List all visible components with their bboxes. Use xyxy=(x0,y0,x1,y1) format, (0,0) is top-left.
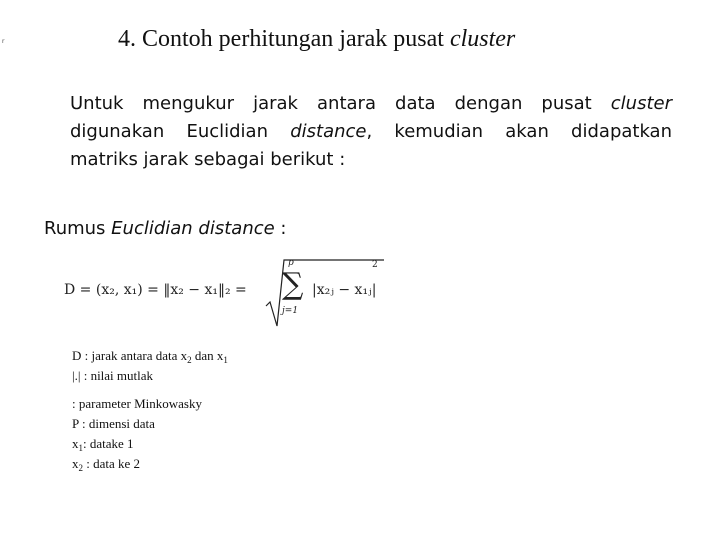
paragraph-line-2-a: digunakan Euclidian xyxy=(70,121,291,142)
paragraph-line-1-italic: cluster xyxy=(610,93,672,114)
legend-d-sub1: 2 xyxy=(187,355,192,365)
paragraph-line-2-b: , kemudian akan didapatkan xyxy=(366,121,672,142)
formula-lhs: D = (x₂, x₁) = ‖x₂ − x₁‖₂ = xyxy=(64,282,247,298)
formula-heading-suffix: : xyxy=(274,218,287,239)
legend-d-mid: dan x xyxy=(191,348,224,363)
formula-abs-term: |x₂ⱼ − x₁ⱼ| xyxy=(312,282,377,298)
sum-upper-limit: p xyxy=(288,258,294,268)
legend-d-prefix: D : jarak antara data x xyxy=(72,348,188,363)
paragraph-line-2-italic: distance xyxy=(290,121,367,142)
formula-heading xyxy=(44,218,287,239)
formula-exponent: 2 xyxy=(372,260,378,270)
sum-lower-limit: j=1 xyxy=(282,306,299,316)
legend-p: P : dimensi data xyxy=(72,416,155,431)
formula-heading-prefix: Rumus xyxy=(44,218,112,239)
legend-x2 xyxy=(72,456,140,473)
paragraph-line-2 xyxy=(70,118,672,146)
legend-d xyxy=(72,348,228,365)
legend-x1 xyxy=(72,436,134,453)
slide-title-italic: cluster xyxy=(449,26,516,52)
legend-x2-prefix: x xyxy=(72,456,79,471)
legend-x1-prefix: x xyxy=(72,436,79,451)
paragraph-line-1 xyxy=(70,90,672,118)
corner-mark: r xyxy=(2,38,5,45)
legend-x1-sub: 1 xyxy=(78,443,83,453)
legend-d-sub2: 1 xyxy=(223,355,228,365)
formula-sqrt xyxy=(264,256,394,328)
legend-x2-sub: 2 xyxy=(78,463,83,473)
slide-title xyxy=(118,26,638,53)
paragraph-line-3: matriks jarak sebagai berikut : xyxy=(70,149,346,170)
legend-abs: |.| : nilai mutlak xyxy=(72,368,154,383)
legend-x1-suffix: : datake 1 xyxy=(83,436,134,451)
sum-sigma-icon: ∑ xyxy=(282,267,304,302)
slide-title-text: 4. Contoh perhitungan jarak pusat xyxy=(118,26,450,52)
formula-heading-italic: Euclidian distance xyxy=(111,218,275,239)
legend-x2-suffix: : data ke 2 xyxy=(83,456,141,471)
intro-paragraph xyxy=(70,90,672,174)
euclidean-formula xyxy=(64,254,394,334)
legend-minkowski: : parameter Minkowasky xyxy=(72,396,202,411)
paragraph-line-1-text: Untuk mengukur jarak antara data dengan pusat xyxy=(70,93,611,114)
